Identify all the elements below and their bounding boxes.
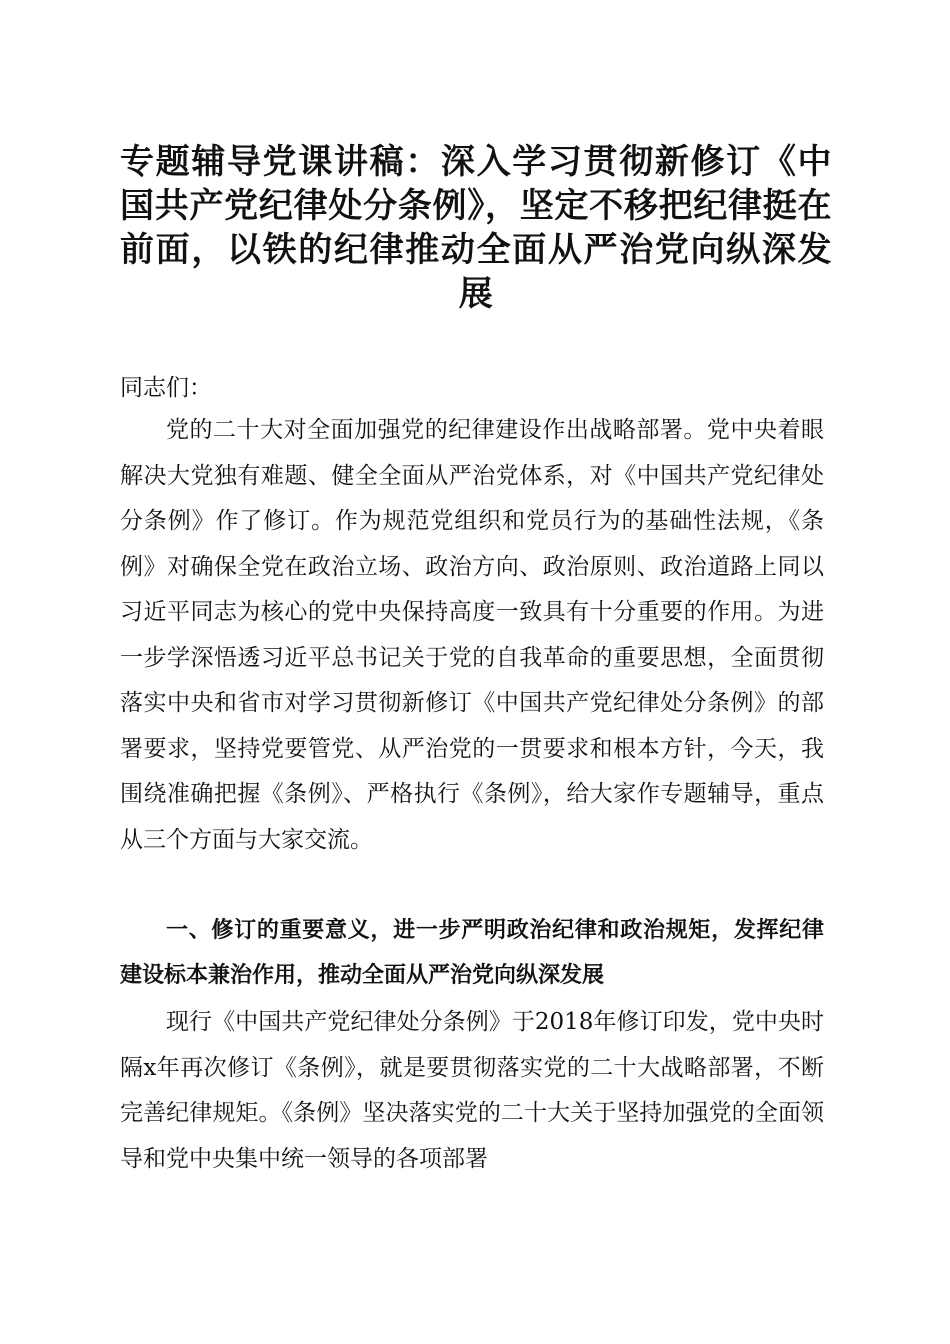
body-paragraph-intro: 党的二十大对全面加强党的纪律建设作出战略部署。党中央着眼解决大党独有难题、健全全面从严治党体系，对《中国共产党纪律处分条例》作了修订。作为规范党组织和党员行为的基础性法规，《条例》对确保全党在政治立场、政治方向、政治原则、政治道路上同以习近平同志为核心的党中央保持高度一致具有十分重要的作用。为进一步学深悟透习近平总书记关于党的自我革命的重要思想，全面贯彻落实中央和省市对学习贯彻新修订《中国共产党纪律处分条例》的部署要求，坚持党要管党、从严治党的一贯要求和根本方针，今天，我围绕准确把握《条例》、严格执行《条例》，给大家作专题辅导，重点从三个方面与大家交流。 [120, 417, 824, 853]
body-paragraph-section-1: 现行《中国共产党纪律处分条例》于2018年修订印发，党中央时隔x年再次修订《条例》，就是要贯彻落实党的二十大战略部署，不断完善纪律规矩。《条例》坚决落实党的二十大关于坚持加强党的全面领导和党中央集中统一领导的各项部署 [120, 1009, 824, 1172]
document-title: 专题辅导党课讲稿：深入学习贯彻新修订《中国共产党纪律处分条例》，坚定不移把纪律挺在前面，以铁的纪律推动全面从严治党向纵深发展 [120, 142, 832, 314]
section-heading-1: 一、修订的重要意义，进一步严明政治纪律和政治规矩，发挥纪律建设标本兼治作用，推动全面从严治党向纵深发展 [120, 918, 824, 988]
salutation: 同志们： [120, 375, 212, 401]
